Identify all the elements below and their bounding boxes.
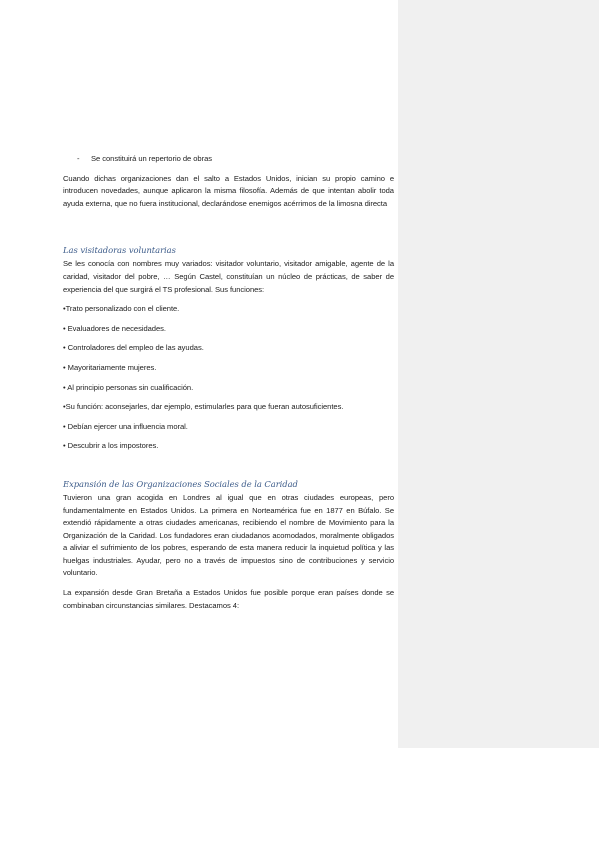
list-item: • Controladores del empleo de las ayudas. — [63, 343, 204, 353]
list-item: •Su función: aconsejarles, dar ejemplo, estimularles para que fueran autosuficientes. — [63, 402, 344, 412]
document-body — [63, 153, 394, 619]
dash-item-text: Se constituirá un repertorio de obras — [91, 154, 212, 163]
dash-marker: - — [77, 154, 80, 163]
comment-margin-panel — [398, 0, 599, 748]
list-item: • Al principio personas sin cualificación. — [63, 382, 194, 392]
list-item: • Debían ejercer una influencia moral. — [63, 421, 188, 431]
paragraph-intro: Cuando dichas organizaciones dan el salto a Estados Unidos, inician su propio camino e introducen novedades, aunque aplicaron la misma filosofía. Además de que intentan abolir toda ayuda externa, que no fuera institucional, declarándose enemigos acérrimos de la limosna directa — [63, 173, 394, 208]
list-item: • Evaluadores de necesidades. — [63, 323, 166, 333]
paragraph-visitadoras: Se les conocía con nombres muy variados: visitador voluntario, visitador amigable, agente de la caridad, visitador del pobre, … Según Castel, constituían un núcleo de prácticas, de saber de experiencia del que surgirá el TS profesional. Sus funciones: — [63, 259, 394, 294]
paragraph-expansion-2: La expansión desde Gran Bretaña a Estados Unidos fue posible porque eran países donde se combinaban circunstancias similares. Destacamos 4: — [63, 588, 394, 610]
section-heading-visitadoras: Las visitadoras voluntarias — [63, 245, 176, 256]
list-item: • Descubrir a los impostores. — [63, 441, 159, 451]
paragraph-expansion: Tuvieron una gran acogida en Londres al igual que en otras ciudades europeas, pero fundamentalmente en Estados Unidos. La primera en Norteamérica fue en 1877 en Búfalo. Se extendió rápidamente a otras ciudades americanas, recibiendo el nombre de Movimiento para la Organización de la Caridad. Los fundadores eran ciudadanos acomodados, moralmente obligados a aliviar el sufrimiento de los pobres, esperando de esta manera reducir la inquietud política y las huelgas industriales. Ayudar, pero no a través de impuestos sino de contribuciones y servicio voluntario. — [63, 492, 394, 578]
list-item: • Mayoritariamente mujeres. — [63, 362, 157, 372]
list-item: •Trato personalizado con el cliente. — [63, 304, 180, 314]
dash-list-item — [77, 153, 394, 166]
section-heading-expansion: Expansión de las Organizaciones Sociales de la Caridad — [63, 478, 298, 489]
